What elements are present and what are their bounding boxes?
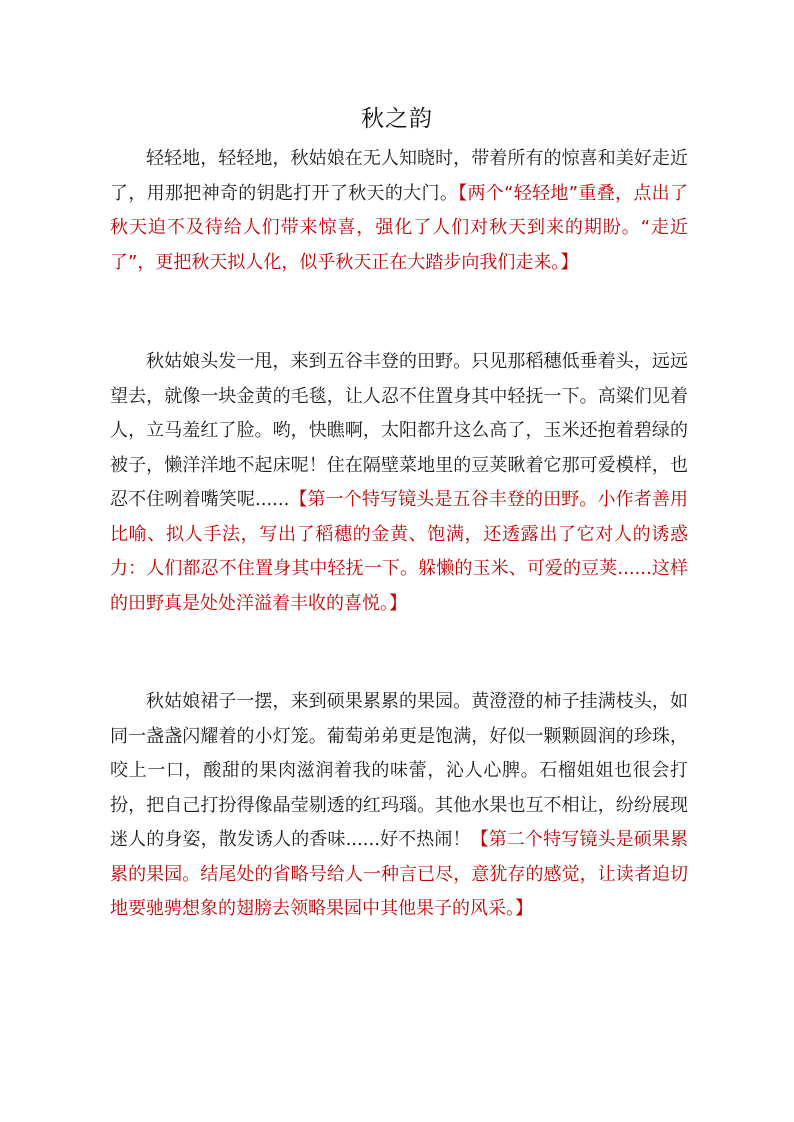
paragraph-1 xyxy=(110,142,688,280)
document-title: 秋之韵 xyxy=(361,106,433,132)
paragraph-2-text: 秋姑娘头发一甩，来到五谷丰登的田野。只见那稻穗低垂着头，远远望去，就像一块金黄的毛毯，让人忍不住置身其中轻抚一下。高粱们见着人，立马羞红了脸。哟，快瞧啊，太阳都升这么高了，玉米还抱着碧绿的被子，懒洋洋地不起床呢！住在隔壁菜地里的豆荚瞅着它那可爱模样，也忍不住咧着嘴笑呢...... xyxy=(110,351,688,510)
paragraph-3 xyxy=(110,685,688,927)
paragraph-1-annotation: 【两个“轻轻地”重叠，点出了秋天迫不及待给人们带来惊喜，强化了人们对秋天到来的期盼。“走近了”，更把秋天拟人化，似乎秋天正在大踏步向我们走来。】 xyxy=(110,182,688,273)
paragraph-1-text: 轻轻地，轻轻地，秋姑娘在无人知晓时，带着所有的惊喜和美好走近了，用那把神奇的钥匙打开了秋天的大门。 xyxy=(110,148,688,204)
paragraph-3-text: 秋姑娘裙子一摆，来到硕果累累的果园。黄澄澄的柿子挂满枝头，如同一盏盏闪耀着的小灯笼。葡萄弟弟更是饱满，好似一颗颗圆润的珍珠，咬上一口，酸甜的果肉滋润着我的味蕾，沁人心脾。石榴姐姐也很会打扮，把自己打扮得像晶莹剔透的红玛瑙。其他水果也互不相让，纷纷展现迷人的身姿，散发诱人的香味......好不热闹！ xyxy=(110,691,688,850)
paragraph-2-annotation: 【第一个特写镜头是五谷丰登的田野。小作者善用比喻、拟人手法，写出了稻穗的金黄、饱满，还透露出了它对人的诱惑力：人们都忍不住置身其中轻抚一下。躲懒的玉米、可爱的豆荚......这样的田野真是处处洋溢着丰收的喜悦。】 xyxy=(110,489,688,614)
paragraph-2 xyxy=(110,345,688,621)
paragraph-3-annotation: 【第二个特写镜头是硕果累累的果园。结尾处的省略号给人一种言已尽，意犹存的感觉，让读者迫切地要驰骋想象的翅膀去领略果园中其他果子的风采。】 xyxy=(110,829,689,919)
